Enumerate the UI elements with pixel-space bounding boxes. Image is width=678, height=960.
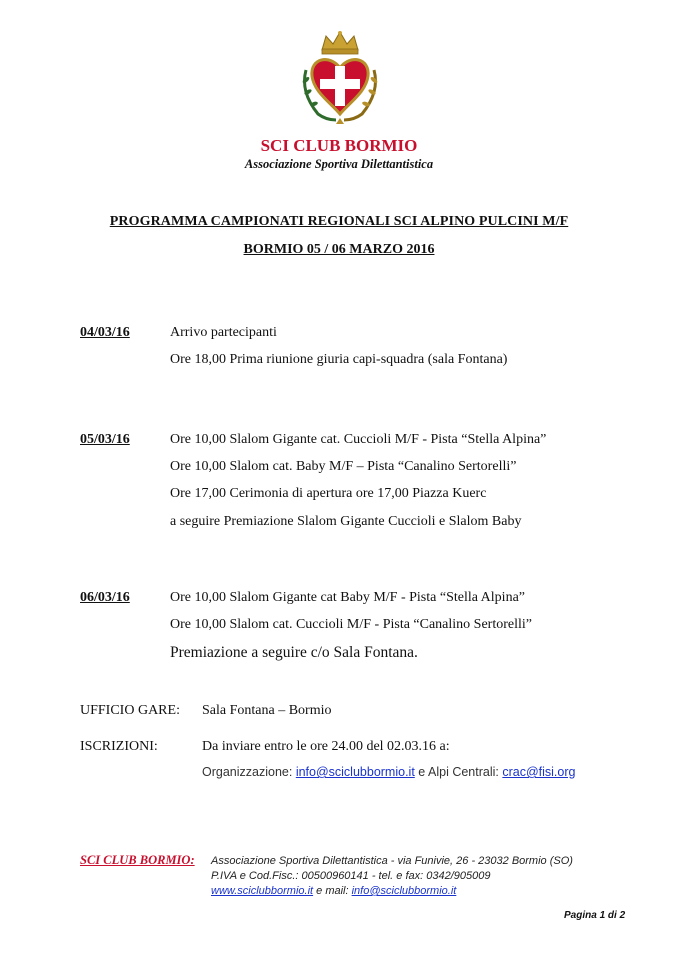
day-date: 04/03/16 bbox=[80, 325, 130, 340]
schedule-line: Ore 10,00 Slalom cat. Baby M/F – Pista “Canalino Sertorelli” bbox=[170, 459, 517, 474]
schedule-line: Ore 10,00 Slalom cat. Cuccioli M/F - Pista “Canalino Sertorelli” bbox=[170, 617, 532, 632]
program-date: BORMIO 05 / 06 MARZO 2016 bbox=[243, 242, 435, 257]
club-name: SCI CLUB BORMIO bbox=[260, 136, 418, 155]
page-number: Pagina 1 di 2 bbox=[564, 910, 626, 921]
day-date: 05/03/16 bbox=[80, 432, 130, 447]
email-prefix: e mail: bbox=[313, 885, 352, 897]
alpi-prefix: e Alpi Centrali: bbox=[414, 765, 503, 779]
club-subtitle: Associazione Sportiva Dilettantistica bbox=[244, 157, 434, 171]
ufficio-gare-value: Sala Fontana – Bormio bbox=[202, 703, 332, 718]
contact-line bbox=[202, 765, 575, 779]
day-date: 06/03/16 bbox=[80, 590, 130, 605]
iscrizioni-label: ISCRIZIONI: bbox=[80, 739, 158, 754]
schedule-line: Ore 10,00 Slalom Gigante cat. Cuccioli M/F - Pista “Stella Alpina” bbox=[170, 432, 547, 447]
club-crest-icon bbox=[296, 30, 384, 126]
schedule-line: Ore 18,00 Prima riunione giuria capi-squadra (sala Fontana) bbox=[170, 352, 508, 367]
schedule-line: a seguire Premiazione Slalom Gigante Cuccioli e Slalom Baby bbox=[170, 514, 522, 529]
iscrizioni-value: Da inviare entro le ore 24.00 del 02.03.16 a: bbox=[202, 739, 450, 754]
footer-club-name: SCI CLUB BORMIO: bbox=[80, 853, 195, 867]
schedule-line: Ore 10,00 Slalom Gigante cat Baby M/F - Pista “Stella Alpina” bbox=[170, 590, 525, 605]
footer-email-link[interactable]: info@sciclubbormio.it bbox=[351, 885, 457, 897]
org-email-link[interactable]: info@sciclubbormio.it bbox=[295, 765, 415, 779]
footer-contacts bbox=[211, 885, 456, 897]
footer-address: Associazione Sportiva Dilettantistica - via Funivie, 26 - 23032 Bormio (SO) bbox=[211, 855, 573, 867]
schedule-line: Ore 17,00 Cerimonia di apertura ore 17,00 Piazza Kuerc bbox=[170, 486, 487, 501]
footer-vat: P.IVA e Cod.Fisc.: 00500960141 - tel. e fax: 0342/905009 bbox=[211, 870, 491, 882]
org-prefix: Organizzazione: bbox=[202, 765, 296, 779]
website-link[interactable]: www.sciclubbormio.it bbox=[211, 885, 314, 897]
program-title: PROGRAMMA CAMPIONATI REGIONALI SCI ALPINO PULCINI M/F bbox=[109, 214, 569, 229]
schedule-line: Premiazione a seguire c/o Sala Fontana. bbox=[170, 644, 418, 661]
ufficio-gare-label: UFFICIO GARE: bbox=[80, 703, 180, 718]
schedule-line: Arrivo partecipanti bbox=[170, 325, 277, 340]
alpi-email-link[interactable]: crac@fisi.org bbox=[502, 765, 576, 779]
